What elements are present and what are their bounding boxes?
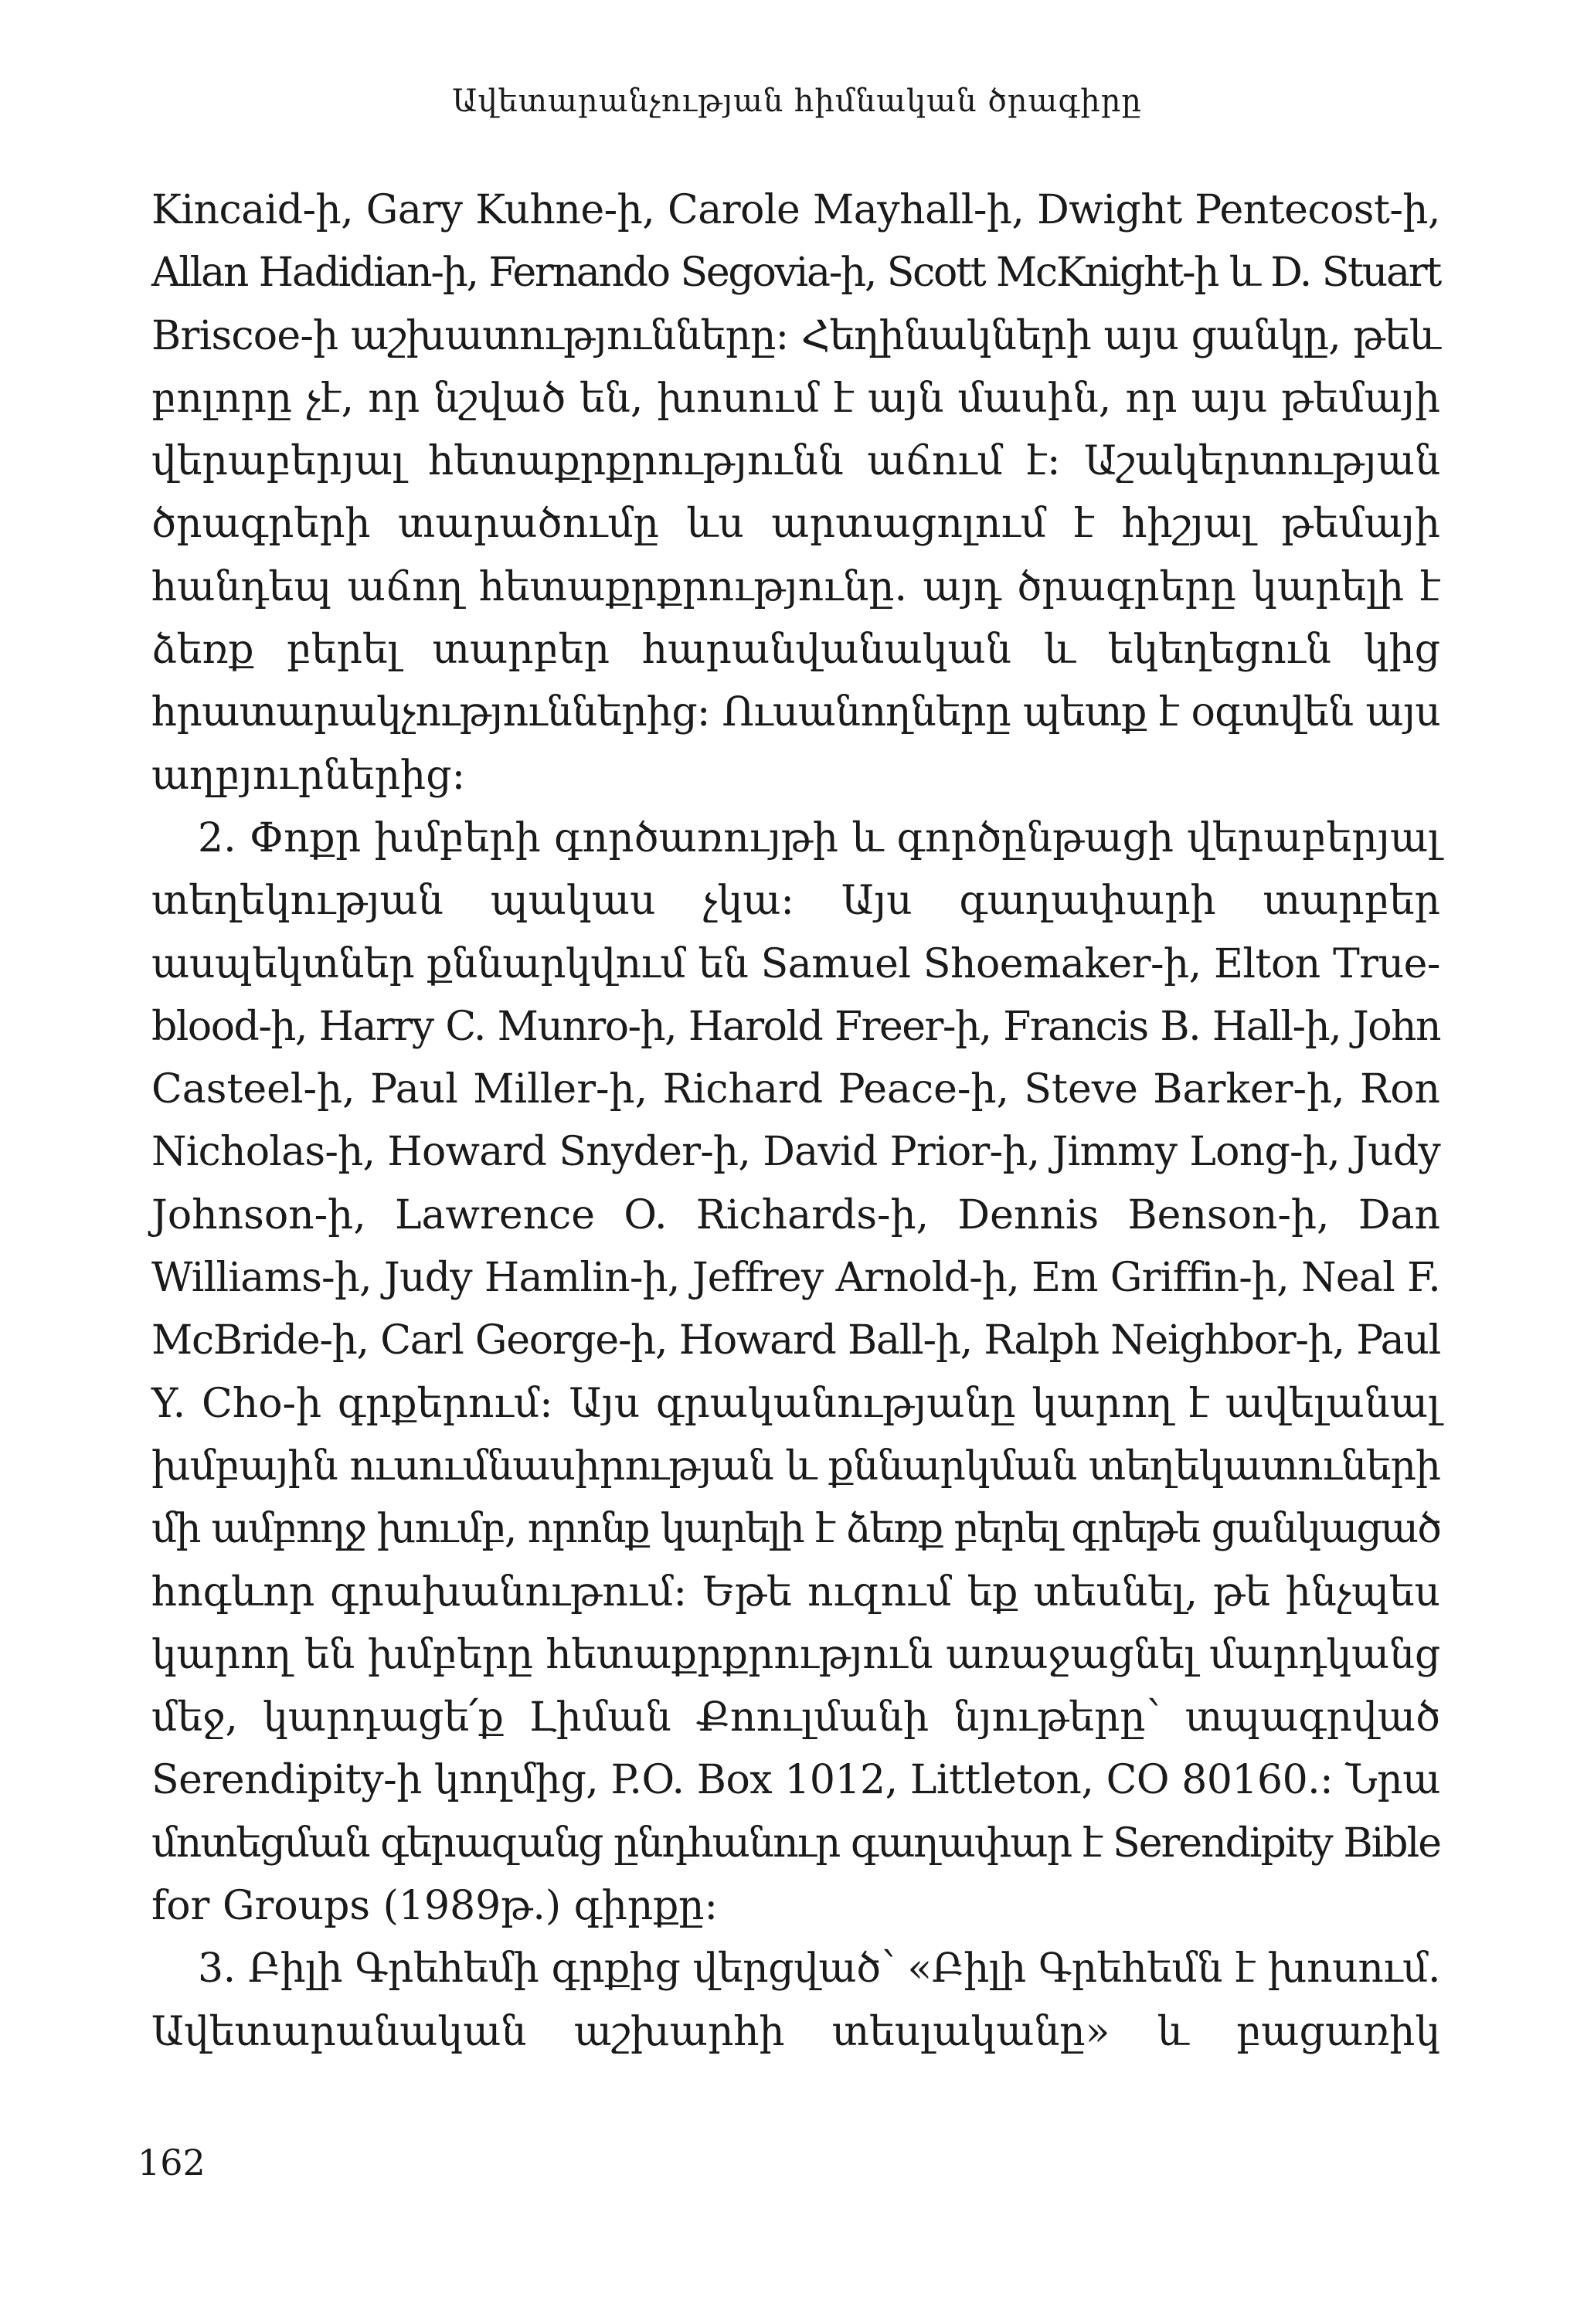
text-line: Kincaid-ի, Gary Kuhne-ի, Carole Mayhall-ի, Dwight Pentecost-ի, [151, 187, 1440, 233]
text-line: Ավետարանական աշխարհի տեսլականը» և բացառիկ [151, 2008, 1440, 2055]
page-number: 162 [138, 2142, 206, 2183]
text-line: 2. Փոքր խմբերի գործառույթի և գործընթացի վերաբերյալ [198, 814, 1440, 861]
text-line: Nicholas-ի, Howard Snyder-ի, David Prior-ի, Jimmy Long-ի, Judy [151, 1129, 1440, 1176]
text-line: կարող են խմբերը հետաքրքրություն առաջացնել մարդկանց [151, 1631, 1440, 1678]
text-line: 3. Բիլի Գրեհեմի գրքից վերցված՝ «Բիլի Գրեհեմն է խոսում. [198, 1945, 1440, 1993]
text-line: մեջ, կարդացե՛ք Լիման Քոուլմանի նյութերը՝ տպագրված [151, 1694, 1440, 1741]
text-line: տեղեկության պակաս չկա: Այս գաղափարի տարբեր [151, 878, 1440, 925]
body-text [151, 179, 1440, 2064]
text-line: blood-ի, Harry C. Munro-ի, Harold Freer-ի, Francis B. Hall-ի, John [151, 1003, 1440, 1050]
text-line: բոլորը չէ, որ նշված են, խոսում է այն մասին, որ այս թեմայի [151, 375, 1440, 422]
text-line: Y. Cho-ի գրքերում: Այս գրականությանը կարող է ավելանալ [151, 1380, 1440, 1427]
text-line: Williams-ի, Judy Hamlin-ի, Jeffrey Arnold-ի, Em Griffin-ի, Neal F. [151, 1255, 1440, 1302]
text-line: հրատարակչություններից: Ուսանողները պետք է օգտվեն այս [151, 689, 1440, 736]
text-line: ասպեկտներ քննարկվում են Samuel Shoemaker-ի, Elton True- [151, 940, 1440, 987]
text-line: Casteel-ի, Paul Miller-ի, Richard Peace-ի, Steve Barker-ի, Ron [151, 1066, 1440, 1113]
text-line: Allan Hadidian-ի, Fernando Segovia-ի, Scott McKnight-ի և D. Stuart [151, 250, 1440, 297]
text-line: Serendipity-ի կողմից, P.O. Box 1012, Littleton, CO 80160.: Նրա [151, 1757, 1440, 1804]
text-line: վերաբերյալ հետաքրքրությունն աճում է: Աշակերտության [151, 438, 1440, 485]
text-line: Johnson-ի, Lawrence O. Richards-ի, Dennis Benson-ի, Dan [151, 1191, 1440, 1238]
text-line: հոգևոր գրախանութում: Եթե ուզում եք տեսնել, թե ինչպես [151, 1568, 1440, 1616]
text-line: աղբյուրներից: [151, 752, 466, 799]
text-line: McBride-ի, Carl George-ի, Howard Ball-ի, Ralph Neighbor-ի, Paul [151, 1317, 1440, 1364]
text-line: մոտեցման գերազանց ընդհանուր գաղափար է Serendipity Bible [151, 1819, 1440, 1867]
running-head: Ավետարանչության հիմնական ծրագիրը [452, 83, 1142, 119]
text-line: մի ամբողջ խումբ, որոնք կարելի է ձեռք բերել գրեթե ցանկացած [151, 1506, 1440, 1553]
text-line: խմբային ուսումնասիրության և քննարկման տեղեկատուների [151, 1442, 1441, 1490]
text-line: for Groups (1989թ.) գիրքը: [151, 1883, 719, 1930]
text-line: Briscoe-ի աշխատությունները: Հեղինակների այս ցանկը, թեև [151, 312, 1440, 359]
text-line: հանդեպ աճող հետաքրքրությունը. այդ ծրագրերը կարելի է [151, 563, 1440, 610]
text-line: ծրագրերի տարածումը ևս արտացոլում է հիշյալ թեմայի [151, 501, 1440, 548]
text-line: ձեռք բերել տարբեր հարանվանական և եկեղեցուն կից [151, 627, 1440, 674]
